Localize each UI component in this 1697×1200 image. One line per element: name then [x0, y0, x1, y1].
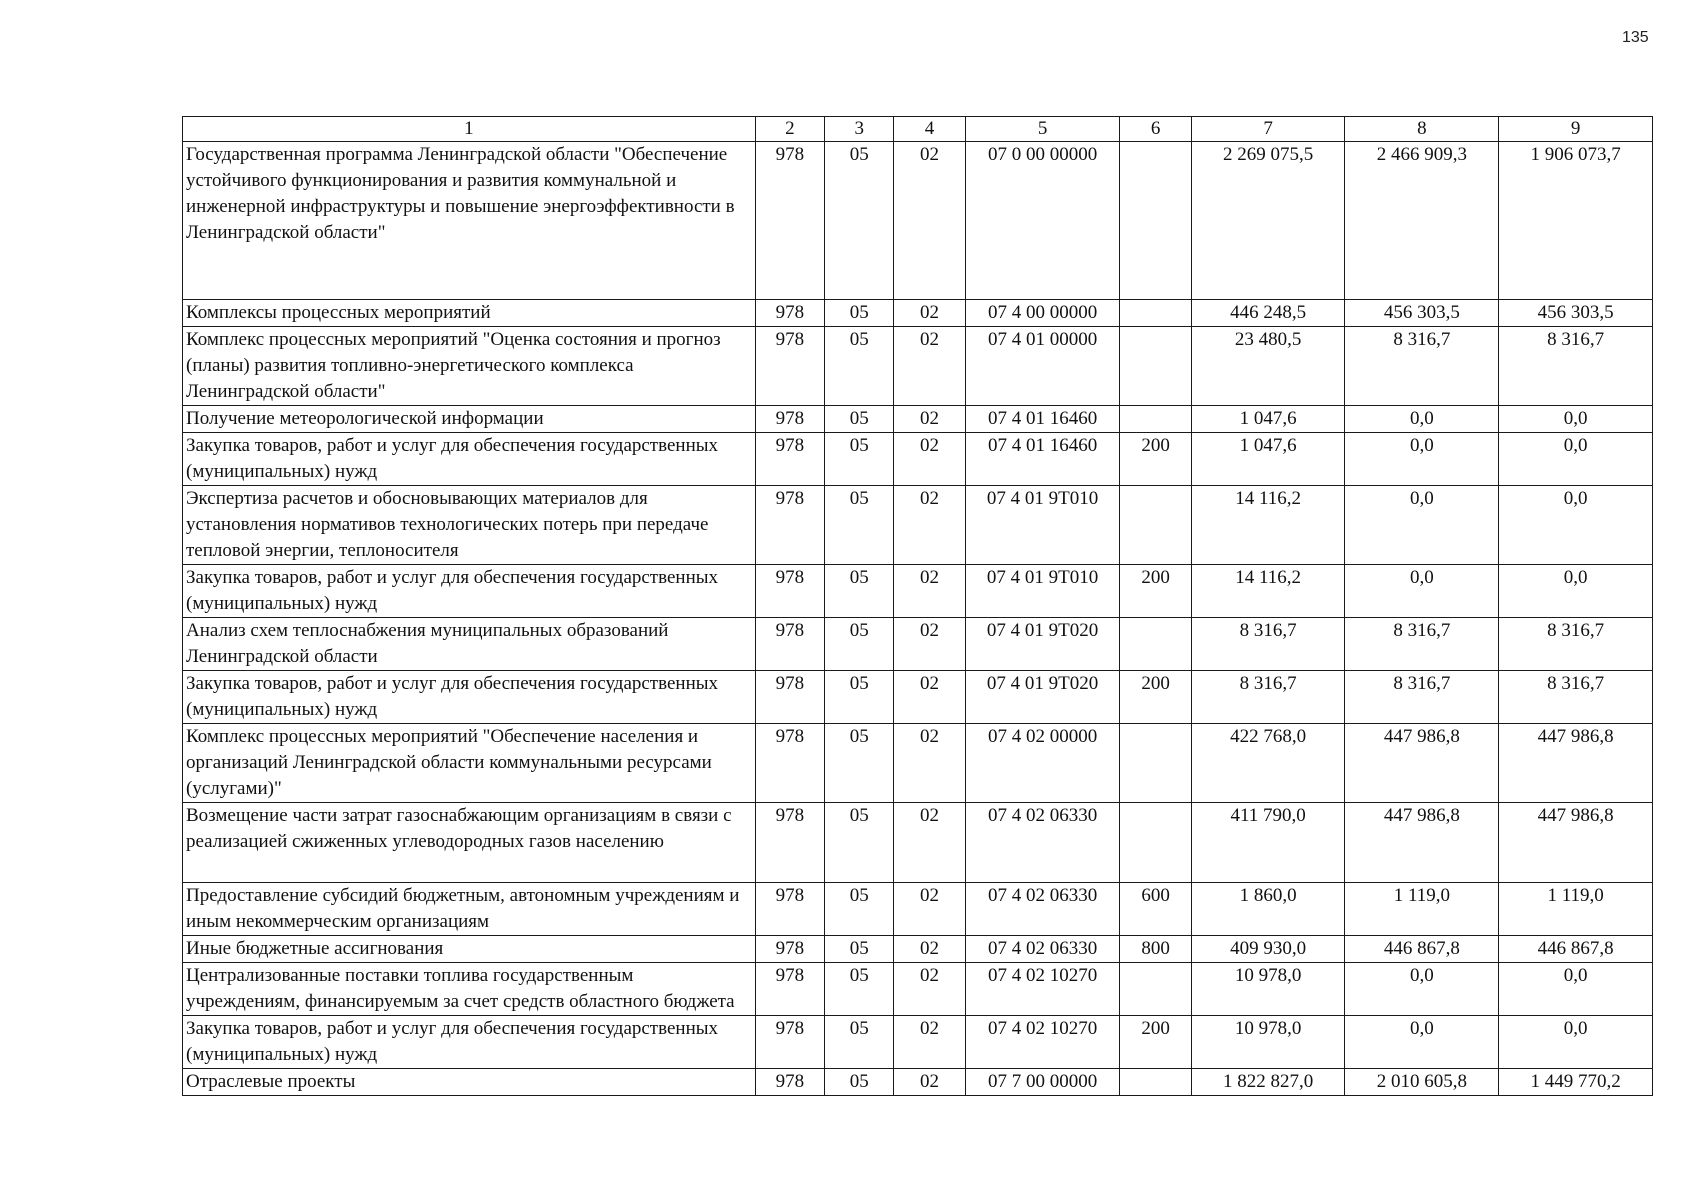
- cell-section: 05: [825, 671, 894, 724]
- cell-expense-type: [1120, 963, 1191, 1016]
- row-name: Комплекс процессных мероприятий "Оценка состояния и прогноз (планы) развития топливно-энергетического комплекса Ленинградской области": [183, 327, 756, 406]
- cell-subsection: 02: [894, 142, 965, 300]
- cell-target-article: 07 4 01 9Т010: [965, 565, 1120, 618]
- cell-amount-7: 1 822 827,0: [1191, 1069, 1345, 1096]
- cell-amount-9: 0,0: [1499, 963, 1653, 1016]
- table-row: [183, 1069, 1653, 1096]
- cell-amount-9: 456 303,5: [1499, 300, 1653, 327]
- cell-section: 05: [825, 433, 894, 486]
- col-header: 9: [1499, 117, 1653, 142]
- table-row: [183, 565, 1653, 618]
- cell-subsection: 02: [894, 565, 965, 618]
- row-name: Закупка товаров, работ и услуг для обеспечения государственных (муниципальных) нужд: [183, 671, 756, 724]
- cell-ministry: 978: [755, 486, 824, 565]
- cell-expense-type: [1120, 618, 1191, 671]
- cell-ministry: 978: [755, 142, 824, 300]
- cell-subsection: 02: [894, 936, 965, 963]
- col-header: 8: [1345, 117, 1499, 142]
- cell-amount-7: 14 116,2: [1191, 565, 1345, 618]
- cell-subsection: 02: [894, 327, 965, 406]
- cell-subsection: 02: [894, 724, 965, 803]
- cell-expense-type: 200: [1120, 1016, 1191, 1069]
- cell-amount-8: 456 303,5: [1345, 300, 1499, 327]
- row-name: Закупка товаров, работ и услуг для обеспечения государственных (муниципальных) нужд: [183, 433, 756, 486]
- cell-amount-8: 8 316,7: [1345, 618, 1499, 671]
- cell-amount-9: 8 316,7: [1499, 671, 1653, 724]
- cell-target-article: 07 4 02 10270: [965, 963, 1120, 1016]
- cell-subsection: 02: [894, 803, 965, 883]
- cell-section: 05: [825, 565, 894, 618]
- cell-ministry: 978: [755, 327, 824, 406]
- cell-subsection: 02: [894, 963, 965, 1016]
- cell-target-article: 07 4 02 06330: [965, 883, 1120, 936]
- cell-amount-9: 1 119,0: [1499, 883, 1653, 936]
- cell-expense-type: 600: [1120, 883, 1191, 936]
- cell-amount-9: 0,0: [1499, 1016, 1653, 1069]
- row-name: Закупка товаров, работ и услуг для обеспечения государственных (муниципальных) нужд: [183, 1016, 756, 1069]
- table-row: [183, 433, 1653, 486]
- cell-subsection: 02: [894, 1016, 965, 1069]
- col-header: 1: [183, 117, 756, 142]
- cell-section: 05: [825, 883, 894, 936]
- row-name: Государственная программа Ленинградской области "Обеспечение устойчивого функционирования и развития коммунальной и инженерной инфраструктуры и повышение энергоэффективности в Ленинградской области": [183, 142, 756, 300]
- cell-amount-8: 0,0: [1345, 963, 1499, 1016]
- cell-target-article: 07 4 01 16460: [965, 433, 1120, 486]
- cell-section: 05: [825, 300, 894, 327]
- cell-expense-type: 200: [1120, 565, 1191, 618]
- cell-amount-8: 0,0: [1345, 565, 1499, 618]
- cell-target-article: 07 4 02 06330: [965, 803, 1120, 883]
- cell-target-article: 07 4 00 00000: [965, 300, 1120, 327]
- col-header: 4: [894, 117, 965, 142]
- table-row: [183, 936, 1653, 963]
- cell-amount-8: 8 316,7: [1345, 671, 1499, 724]
- cell-subsection: 02: [894, 300, 965, 327]
- cell-section: 05: [825, 486, 894, 565]
- cell-amount-7: 1 047,6: [1191, 433, 1345, 486]
- cell-amount-9: 8 316,7: [1499, 618, 1653, 671]
- cell-expense-type: 200: [1120, 433, 1191, 486]
- row-name: Экспертиза расчетов и обосновывающих материалов для установления нормативов технологических потерь при передаче тепловой энергии, теплоносителя: [183, 486, 756, 565]
- cell-target-article: 07 4 01 9Т020: [965, 671, 1120, 724]
- row-name: Возмещение части затрат газоснабжающим организациям в связи с реализацией сжиженных углеводородных газов населению: [183, 803, 756, 883]
- cell-amount-9: 0,0: [1499, 565, 1653, 618]
- col-header: 7: [1191, 117, 1345, 142]
- table-row: [183, 142, 1653, 300]
- cell-ministry: 978: [755, 565, 824, 618]
- cell-ministry: 978: [755, 963, 824, 1016]
- cell-amount-7: 14 116,2: [1191, 486, 1345, 565]
- row-name: Закупка товаров, работ и услуг для обеспечения государственных (муниципальных) нужд: [183, 565, 756, 618]
- cell-target-article: 07 4 02 10270: [965, 1016, 1120, 1069]
- cell-expense-type: [1120, 724, 1191, 803]
- cell-subsection: 02: [894, 671, 965, 724]
- cell-amount-8: 447 986,8: [1345, 803, 1499, 883]
- cell-amount-8: 447 986,8: [1345, 724, 1499, 803]
- cell-amount-8: 2 010 605,8: [1345, 1069, 1499, 1096]
- cell-amount-8: 8 316,7: [1345, 327, 1499, 406]
- cell-amount-9: 0,0: [1499, 406, 1653, 433]
- table-row: [183, 803, 1653, 883]
- col-header: 5: [965, 117, 1120, 142]
- cell-amount-7: 10 978,0: [1191, 963, 1345, 1016]
- cell-amount-7: 8 316,7: [1191, 618, 1345, 671]
- row-name: Комплексы процессных мероприятий: [183, 300, 756, 327]
- row-name: Анализ схем теплоснабжения муниципальных образований Ленинградской области: [183, 618, 756, 671]
- cell-expense-type: [1120, 142, 1191, 300]
- table-row: [183, 1016, 1653, 1069]
- cell-ministry: 978: [755, 433, 824, 486]
- cell-amount-7: 446 248,5: [1191, 300, 1345, 327]
- cell-ministry: 978: [755, 883, 824, 936]
- row-name: Отраслевые проекты: [183, 1069, 756, 1096]
- table-row: [183, 486, 1653, 565]
- cell-amount-8: 2 466 909,3: [1345, 142, 1499, 300]
- col-header: 2: [755, 117, 824, 142]
- cell-ministry: 978: [755, 803, 824, 883]
- cell-target-article: 07 4 01 00000: [965, 327, 1120, 406]
- cell-amount-9: 8 316,7: [1499, 327, 1653, 406]
- cell-amount-7: 23 480,5: [1191, 327, 1345, 406]
- cell-subsection: 02: [894, 486, 965, 565]
- cell-target-article: 07 4 02 06330: [965, 936, 1120, 963]
- cell-section: 05: [825, 1069, 894, 1096]
- cell-expense-type: [1120, 486, 1191, 565]
- cell-amount-9: 1 449 770,2: [1499, 1069, 1653, 1096]
- cell-subsection: 02: [894, 406, 965, 433]
- cell-section: 05: [825, 142, 894, 300]
- cell-subsection: 02: [894, 883, 965, 936]
- table-row: [183, 300, 1653, 327]
- cell-ministry: 978: [755, 300, 824, 327]
- cell-amount-8: 0,0: [1345, 486, 1499, 565]
- row-name: Иные бюджетные ассигнования: [183, 936, 756, 963]
- cell-expense-type: 800: [1120, 936, 1191, 963]
- cell-amount-7: 1 860,0: [1191, 883, 1345, 936]
- header-row: [183, 117, 1653, 142]
- table-row: [183, 671, 1653, 724]
- table-row: [183, 883, 1653, 936]
- cell-amount-8: 0,0: [1345, 433, 1499, 486]
- table-row: [183, 406, 1653, 433]
- col-header: 3: [825, 117, 894, 142]
- cell-target-article: 07 7 00 00000: [965, 1069, 1120, 1096]
- table-row: [183, 618, 1653, 671]
- cell-subsection: 02: [894, 433, 965, 486]
- cell-ministry: 978: [755, 671, 824, 724]
- cell-amount-8: 1 119,0: [1345, 883, 1499, 936]
- cell-target-article: 07 4 02 00000: [965, 724, 1120, 803]
- cell-expense-type: [1120, 1069, 1191, 1096]
- cell-section: 05: [825, 327, 894, 406]
- budget-table: [182, 116, 1653, 1096]
- row-name: Централизованные поставки топлива государственным учреждениям, финансируемым за счет средств областного бюджета: [183, 963, 756, 1016]
- cell-amount-9: 0,0: [1499, 486, 1653, 565]
- cell-section: 05: [825, 963, 894, 1016]
- cell-amount-7: 409 930,0: [1191, 936, 1345, 963]
- table-row: [183, 963, 1653, 1016]
- cell-amount-9: 1 906 073,7: [1499, 142, 1653, 300]
- cell-target-article: 07 4 01 9Т020: [965, 618, 1120, 671]
- cell-amount-9: 0,0: [1499, 433, 1653, 486]
- cell-amount-7: 2 269 075,5: [1191, 142, 1345, 300]
- row-name: Получение метеорологической информации: [183, 406, 756, 433]
- cell-amount-7: 10 978,0: [1191, 1016, 1345, 1069]
- cell-ministry: 978: [755, 618, 824, 671]
- cell-expense-type: [1120, 300, 1191, 327]
- cell-amount-7: 422 768,0: [1191, 724, 1345, 803]
- cell-expense-type: [1120, 327, 1191, 406]
- cell-amount-9: 447 986,8: [1499, 724, 1653, 803]
- cell-subsection: 02: [894, 618, 965, 671]
- cell-section: 05: [825, 618, 894, 671]
- cell-section: 05: [825, 936, 894, 963]
- cell-section: 05: [825, 1016, 894, 1069]
- cell-expense-type: 200: [1120, 671, 1191, 724]
- cell-expense-type: [1120, 406, 1191, 433]
- cell-ministry: 978: [755, 936, 824, 963]
- cell-amount-8: 446 867,8: [1345, 936, 1499, 963]
- cell-ministry: 978: [755, 724, 824, 803]
- cell-subsection: 02: [894, 1069, 965, 1096]
- cell-target-article: 07 4 01 16460: [965, 406, 1120, 433]
- cell-amount-7: 8 316,7: [1191, 671, 1345, 724]
- col-header: 6: [1120, 117, 1191, 142]
- table-row: [183, 327, 1653, 406]
- cell-ministry: 978: [755, 1069, 824, 1096]
- cell-section: 05: [825, 724, 894, 803]
- cell-amount-9: 446 867,8: [1499, 936, 1653, 963]
- page-number: 135: [1622, 29, 1649, 46]
- cell-ministry: 978: [755, 406, 824, 433]
- table-row: [183, 724, 1653, 803]
- row-name: Комплекс процессных мероприятий "Обеспечение населения и организаций Ленинградской области коммунальными ресурсами (услугами)": [183, 724, 756, 803]
- cell-amount-9: 447 986,8: [1499, 803, 1653, 883]
- cell-section: 05: [825, 803, 894, 883]
- cell-amount-7: 411 790,0: [1191, 803, 1345, 883]
- cell-ministry: 978: [755, 1016, 824, 1069]
- cell-amount-7: 1 047,6: [1191, 406, 1345, 433]
- cell-amount-8: 0,0: [1345, 406, 1499, 433]
- cell-section: 05: [825, 406, 894, 433]
- cell-target-article: 07 4 01 9Т010: [965, 486, 1120, 565]
- row-name: Предоставление субсидий бюджетным, автономным учреждениям и иным некоммерческим организациям: [183, 883, 756, 936]
- cell-target-article: 07 0 00 00000: [965, 142, 1120, 300]
- cell-expense-type: [1120, 803, 1191, 883]
- cell-amount-8: 0,0: [1345, 1016, 1499, 1069]
